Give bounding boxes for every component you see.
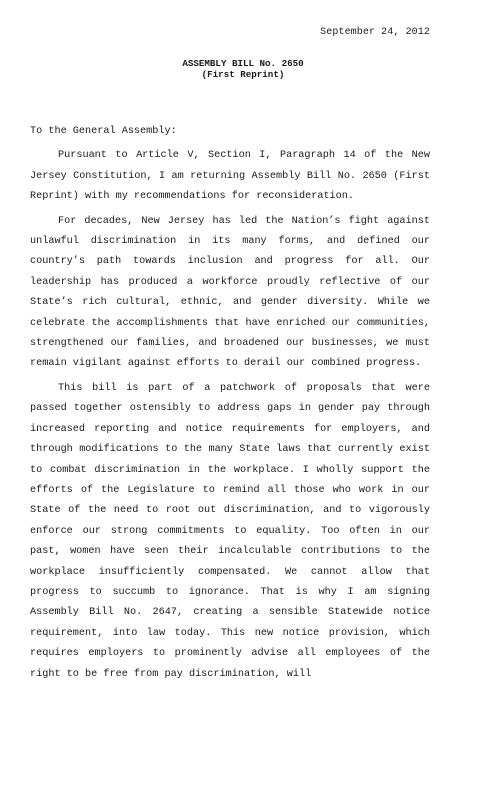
paragraph-1: Pursuant to Article V, Section I, Paragraph 14 of the New Jersey Constitution, I am returning Assembly Bill No. 2650 (First Reprint) with my recommendations for reconsideration. — [30, 150, 430, 203]
salutation: To the General Assembly: — [30, 126, 177, 137]
document-body — [30, 122, 430, 685]
bill-title — [0, 58, 486, 80]
document-date: September 24, 2012 — [320, 27, 430, 38]
bill-title-line1: ASSEMBLY BILL No. 2650 — [182, 58, 304, 69]
paragraph-3: This bill is part of a patchwork of proposals that were passed together ostensibly to address gaps in gender pay through increased reporting and notice requirements for employers, and through modifications to the many State laws that currently exist to combat discrimination in the workplace. I wholly support the efforts of the Legislature to remind all those who work in our State of the need to root out discrimination, and to vigorously enforce our strong commitments to equality. Too often in our past, women have seen their incalculable contributions to the workplace insufficiently compensated. We cannot allow that progress to succumb to ignorance. That is why I am signing Assembly Bill No. 2647, creating a sensible Statewide notice requirement, into law today. This new notice provision, which requires employers to prominently advise all employees of the right to be free from pay discrimination, will — [30, 382, 430, 680]
paragraph-2: For decades, New Jersey has led the Nation’s fight against unlawful discrimination in its many forms, and defined our country’s path towards inclusion and progress for all. Our leadership has produced a workforce proudly reflective of our State’s rich cultural, ethnic, and gender diversity. While we celebrate the accomplishments that have enriched our communities, strengthened our families, and broadened our businesses, we must remain vigilant against efforts to derail our combined progress. — [30, 215, 430, 370]
bill-title-line2: (First Reprint) — [201, 69, 285, 80]
